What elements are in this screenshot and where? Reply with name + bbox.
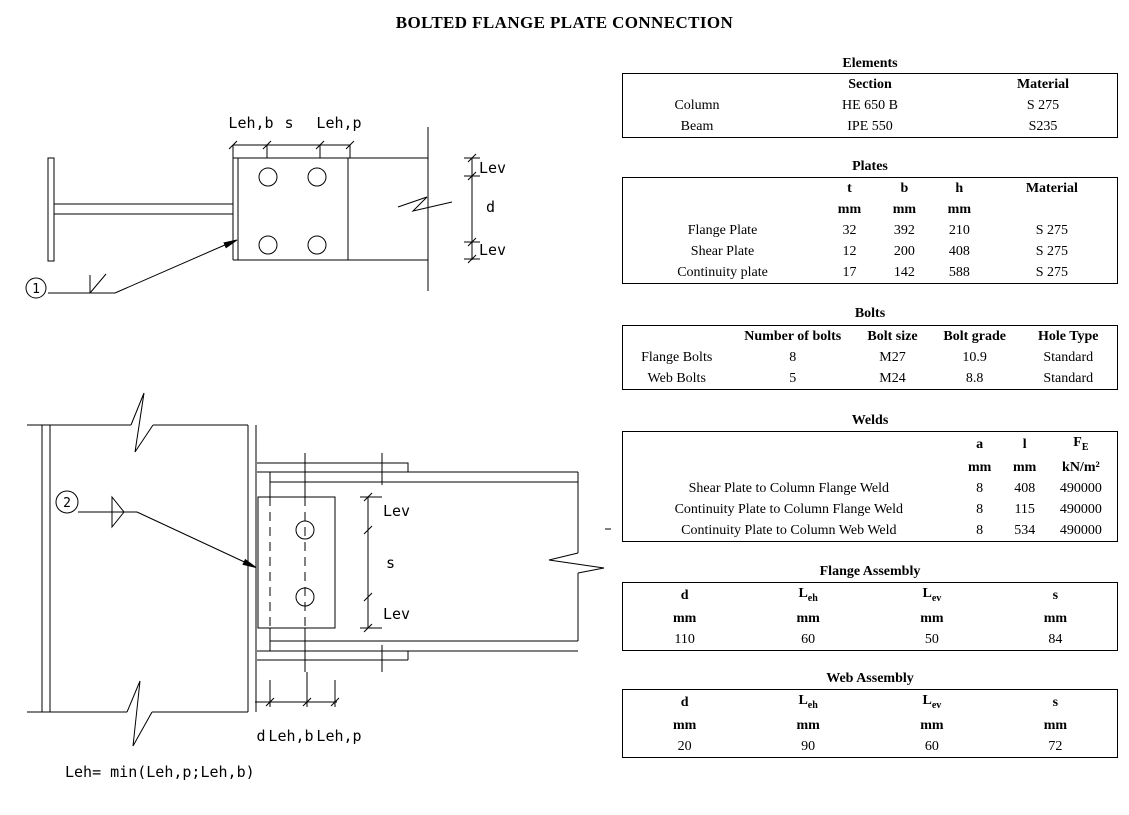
table-row-shear-plate: [623, 241, 1118, 262]
cell-grade: 8.8: [965, 371, 984, 386]
cell-d: 20: [677, 739, 692, 754]
leh-sub: eh: [807, 592, 818, 604]
dim-label-lev-bottom: Lev: [479, 241, 507, 259]
table-row-flange-bolts: [623, 347, 1118, 368]
web-assembly-table: [622, 689, 1118, 758]
header-cell-size: Bolt size: [867, 329, 918, 344]
cell-hole: Standard: [1043, 350, 1094, 365]
welds-units-row: [623, 457, 1118, 478]
dim-label-lev-bottom: Lev: [383, 605, 411, 623]
cell-a: 8: [976, 481, 984, 496]
cell-a: 8: [976, 502, 984, 517]
flange-assembly-section: [622, 564, 1118, 651]
cell-material: S 275: [1035, 223, 1069, 238]
bolts-section: [622, 306, 1118, 390]
plates-header-row: [623, 178, 1118, 200]
lev-main: L: [922, 692, 932, 708]
unit-cell: mm: [672, 611, 697, 626]
flange-assembly-header-row: [623, 583, 1118, 609]
header-cell-blank: [623, 432, 955, 458]
lev-sub: ev: [931, 592, 942, 604]
column-flange-plan: [48, 158, 54, 261]
unit-cell: mm: [920, 718, 944, 733]
unit-cell: [623, 457, 955, 478]
cell-size: M27: [879, 350, 906, 365]
leader-arrowhead-2: [243, 560, 256, 568]
leh-main: L: [798, 585, 808, 601]
callout-1-number: 1: [32, 282, 40, 297]
flange-assembly-units-row: [623, 608, 1118, 629]
header-cell-lev: [870, 583, 994, 609]
cell-size: M24: [879, 371, 906, 386]
fe-main: F: [1073, 434, 1082, 450]
web-assembly-title: Web Assembly: [826, 671, 914, 686]
cell-h: 210: [948, 223, 970, 238]
top-dimension-line: [229, 141, 354, 158]
web-assembly-section: [622, 671, 1118, 758]
header-cell-t: t: [847, 181, 852, 196]
plates-units-row: [623, 199, 1118, 220]
row-label: Flange Bolts: [641, 350, 713, 365]
cell-number: 8: [789, 350, 797, 365]
unit-cell: mm: [1043, 611, 1068, 626]
beam-end-break: [549, 472, 604, 641]
column-face-plan: [233, 158, 238, 260]
header-cell-d: d: [680, 695, 689, 710]
fe-sub: E: [1081, 441, 1089, 453]
header-cell-s: s: [1052, 588, 1059, 603]
unit-cell: mm: [1043, 718, 1068, 733]
elements-section: [622, 56, 1118, 138]
cell-s: 72: [1048, 739, 1063, 754]
header-cell-material: Material: [1025, 181, 1078, 196]
header-cell-a: a: [976, 437, 984, 452]
header-cell-l: l: [1022, 437, 1027, 452]
cell-l: 534: [1014, 523, 1036, 538]
flange-assembly-table: [622, 582, 1118, 651]
dim-label-lev-top: Lev: [479, 159, 507, 177]
unit-cell: mm: [967, 460, 992, 475]
cell-fe: 490000: [1059, 481, 1102, 496]
header-cell-leh: [746, 690, 870, 716]
plates-table-title: Plates: [852, 159, 888, 174]
bolts-table-title: Bolts: [854, 306, 886, 321]
cell-hole: Standard: [1043, 371, 1094, 386]
row-label: Flange Plate: [687, 223, 758, 238]
row-label: Shear Plate: [690, 244, 755, 259]
bolts-header-row: [623, 326, 1118, 348]
flange-assembly-title: Flange Assembly: [819, 564, 921, 579]
callout-2-number: 2: [63, 496, 71, 511]
unit-cell: mm: [947, 202, 971, 217]
flange-bolt-hole: [259, 168, 277, 186]
header-cell-leh: [746, 583, 870, 609]
cell-leh: 60: [801, 632, 816, 647]
cell-t: 12: [842, 244, 857, 259]
bottom-dimension-line: [255, 672, 339, 707]
cell-fe: 490000: [1059, 502, 1102, 517]
column-elevation: [27, 393, 256, 746]
plates-table: [622, 177, 1118, 284]
right-dimension-line: [464, 154, 480, 263]
dim-label-s: s: [386, 554, 396, 572]
row-label: Continuity plate: [677, 265, 768, 280]
cell-lev: 60: [924, 739, 939, 754]
dim-label-leh-b: Leh,b: [268, 727, 314, 745]
cell-s: 84: [1048, 632, 1063, 647]
cell-leh: 90: [801, 739, 816, 754]
flange-plate-plan: [233, 158, 428, 260]
column-web-plan: [54, 204, 233, 214]
welds-table-title: Welds: [851, 413, 889, 428]
weld-flag-symbol: [78, 497, 137, 527]
table-row-shear-weld: [623, 478, 1118, 499]
leader-arrowhead-1: [224, 240, 237, 248]
dim-label-leh-p: Leh,p: [316, 727, 362, 745]
dim-label-s: s: [284, 114, 294, 132]
unit-cell: mm: [837, 202, 862, 217]
weld-symbol: [48, 274, 115, 293]
header-cell-b: b: [900, 181, 909, 196]
cell-number: 5: [789, 371, 797, 386]
header-cell-lev: [870, 690, 994, 716]
web-assembly-header-row: [623, 690, 1118, 716]
cell-t: 32: [842, 223, 857, 238]
cell-grade: 10.9: [962, 350, 987, 365]
leader-line-2: [137, 512, 253, 566]
cell-b: 142: [893, 265, 915, 280]
table-row-beam: [623, 116, 1118, 138]
header-cell-material: Material: [1016, 77, 1070, 92]
plate-dimension-line: [360, 493, 382, 632]
header-cell-hole: Hole Type: [1037, 329, 1099, 344]
cell-lev: 50: [924, 632, 939, 647]
cell-section: HE 650 B: [842, 98, 898, 113]
unit-cell: kN/m²: [1062, 460, 1100, 475]
flange-bolt-hole: [308, 168, 326, 186]
elements-table: [622, 73, 1118, 138]
cell-t: 17: [842, 265, 857, 280]
dim-label-lev-top: Lev: [383, 502, 411, 520]
cell-b: 200: [893, 244, 915, 259]
leh-main: L: [798, 692, 808, 708]
cell-b: 392: [893, 223, 915, 238]
row-label: Beam: [680, 119, 714, 134]
lev-sub: ev: [931, 699, 942, 711]
cell-h: 588: [948, 265, 970, 280]
unit-cell: mm: [796, 718, 820, 733]
table-row-continuity-web-weld: [623, 520, 1118, 542]
cell-d: 110: [674, 632, 695, 647]
row-label: Shear Plate to Column Flange Weld: [688, 481, 890, 496]
plates-section: [622, 159, 1118, 284]
unit-cell: mm: [1013, 460, 1037, 475]
unit-cell: mm: [672, 718, 697, 733]
header-cell-blank: [623, 326, 731, 348]
cell-l: 408: [1014, 481, 1036, 496]
web-assembly-values-row: [623, 736, 1118, 758]
bolts-table: [622, 325, 1118, 390]
flange-bolt-hole: [308, 236, 326, 254]
cell-material: S 275: [1035, 265, 1069, 280]
welds-table: [622, 431, 1118, 542]
cell-a: 8: [976, 523, 984, 538]
header-cell-blank: [623, 74, 772, 96]
unit-cell: [623, 199, 822, 220]
header-cell-blank: [623, 178, 822, 200]
row-label: Web Bolts: [647, 371, 706, 386]
cell-l: 115: [1014, 502, 1035, 517]
elements-header-row: [623, 74, 1118, 96]
flange-assembly-values-row: [623, 629, 1118, 651]
cell-material: S 275: [1026, 98, 1060, 113]
welds-header-row: [623, 432, 1118, 458]
cell-material: S235: [1028, 119, 1058, 134]
header-cell-fe: [1045, 432, 1118, 458]
dim-label-leh-p: Leh,p: [316, 114, 362, 132]
table-row-flange-plate: [623, 220, 1118, 241]
header-cell-number: Number of bolts: [744, 329, 842, 344]
welds-section: [622, 413, 1118, 542]
unit-cell: mm: [796, 611, 820, 626]
row-label: Continuity Plate to Column Flange Weld: [674, 502, 904, 517]
top-view-drawing: [26, 114, 506, 298]
unit-cell: mm: [892, 202, 917, 217]
cell-h: 408: [948, 244, 970, 259]
unit-cell: mm: [920, 611, 944, 626]
header-cell-h: h: [955, 181, 964, 196]
dim-label-d: d: [486, 198, 496, 216]
flange-bolt-hole: [259, 236, 277, 254]
leh-sub: eh: [807, 699, 818, 711]
table-row-continuity-plate: [623, 262, 1118, 284]
cell-material: S 275: [1035, 244, 1069, 259]
leh-formula: Leh= min(Leh,p;Leh,b): [65, 763, 255, 781]
cell-fe: 490000: [1059, 523, 1102, 538]
header-cell-grade: Bolt grade: [943, 329, 1006, 344]
lev-main: L: [922, 585, 932, 601]
leader-line-1: [115, 241, 234, 293]
dim-label-leh-b: Leh,b: [228, 114, 274, 132]
dim-label-d: d: [256, 727, 266, 745]
header-cell-s: s: [1052, 695, 1059, 710]
table-row-column: [623, 95, 1118, 116]
table-row-web-bolts: [623, 368, 1118, 390]
beam-break-zigzag: [398, 197, 452, 211]
table-row-continuity-flange-weld: [623, 499, 1118, 520]
side-view-drawing: [27, 393, 611, 781]
cell-section: IPE 550: [847, 119, 893, 134]
web-assembly-units-row: [623, 715, 1118, 736]
page-title: BOLTED FLANGE PLATE CONNECTION: [395, 13, 734, 32]
header-cell-section: Section: [848, 77, 892, 92]
elements-table-title: Elements: [842, 56, 898, 71]
header-cell-d: d: [680, 588, 689, 603]
row-label: Column: [674, 98, 720, 113]
unit-cell: [987, 199, 1118, 220]
row-label: Continuity Plate to Column Web Weld: [681, 523, 897, 538]
